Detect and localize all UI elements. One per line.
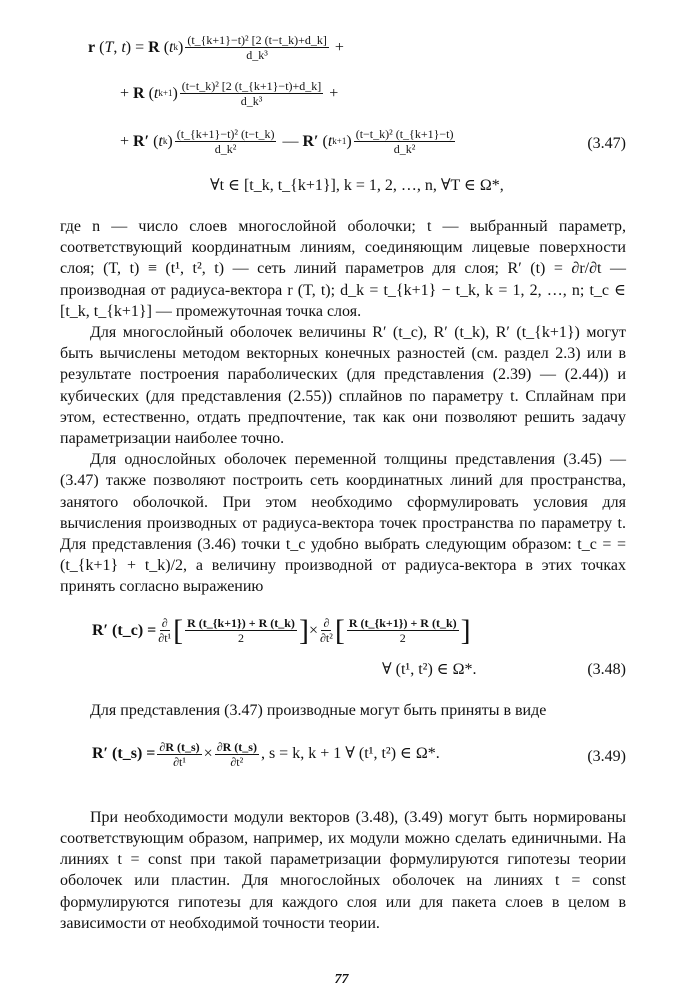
eq349-lhs: R′ (t_s) =: [92, 745, 156, 763]
eq347-frac4-num: (t−t_k)² (t_{k+1}−t): [355, 127, 454, 141]
eq348-line1: R′ (t_c) = $\frac{\partial}{\text{∂t¹}}$ [ $\frac{R (t\_\{k+1\}) + R (t\_k)}{2}$ ] × $\frac{\partial}{\text{∂t²}}$ [ $\frac{R (t\_\{k+1\}) + R (t\_k)}{2}$ ]: [92, 613, 471, 647]
eq348-br2-den: 2: [399, 631, 406, 646]
eq347-frac2-num: (t−t_k)² [2 (t_{k+1}−t)+d_k]: [181, 79, 322, 93]
eq349-times: ×: [203, 745, 213, 763]
eq347-line2: + R ( t k+1 ) $\frac{\text{(t−t\_k)² [2 (t\_\{k+1\}−t)+d\_k]}}{\text{d\_k³}}$ +: [120, 79, 339, 108]
paragraph-4: Для представления (3.47) производные могут быть приняты в виде: [90, 701, 547, 719]
eq347-frac4-den: d_k²: [393, 142, 416, 156]
eq347-number: (3.47): [587, 135, 626, 152]
equation-3-49: [60, 733, 626, 793]
paragraph-5: При необходимости модули векторов (3.48), (3.49) могут быть нормированы соответствующим образом, например, их модули можно сделать единичными. На линиях t = const при такой параметризации формулируются гипотезы теории оболочек или пластин. Для многослойных оболочек на линиях t = const формулируются гипотезы для каждого слоя или для пакета слоев в целом в зависимости от необходимой точности теории.: [60, 808, 626, 932]
eq347-frac2-den: d_k³: [240, 94, 263, 108]
eq348-br1-den: 2: [238, 631, 245, 646]
eq348-lhs: R′ (t_c) =: [92, 621, 157, 639]
equation-3-47: [60, 28, 626, 200]
eq349-f1-num: ∂R (t_s): [159, 739, 200, 754]
page-number: 77: [334, 972, 349, 987]
eq349-f2-den: ∂t²: [230, 754, 244, 769]
eq347-frac3-num: (t_{k+1}−t)² (t−t_k): [176, 127, 275, 141]
eq347-frac3-den: d_k²: [214, 142, 237, 156]
eq347-frac1-den: d_k³: [246, 48, 268, 62]
eq349-f1-den: ∂t¹: [173, 754, 186, 769]
eq347-frac1-num: (t_{k+1}−t)² [2 (t−t_k)+d_k]: [187, 33, 327, 47]
paragraph-3: Для однослойных оболочек переменной толщины представления (3.45) — (3.47) также позволяют построить сеть координатных линий для пространства, занятого оболочкой. При этом необходимо сформулировать условия для вычисления производных от радиуса-вектора точек пространства по параметру t. Для представления (3.46) точки t_c удобно выбрать следующим образом: t_c = = (t_{k+1} + t_k)/2, а величину производной от радиуса-вектора в этих точках принять согласно выражению: [60, 451, 626, 596]
equation-3-48: [60, 612, 626, 688]
eq349-condition: , s = k, k + 1 ∀ (t¹, t²) ∈ Ω*.: [260, 745, 440, 763]
eq349-number: (3.49): [587, 747, 626, 765]
eq348-times: ×: [308, 621, 318, 639]
paragraph-1: где n — число слоев многослойной оболочки; t — выбранный параметр, соответствующий координатным линиям, соединяющим лицевые поверхности слоя; (T, t) ≡ (t¹, t², t) — сеть линий параметров для слоя; R′ (t) = ∂r/∂t — производная от радиуса-вектора r (T, t); d_k = t_{k+1} − t_k, k = 1, 2, …, n; t_c ∈ [t_k, t_{k+1}] — промежуточная точка слоя.: [60, 218, 626, 320]
eq347-line1: r ( T , t ) = R ( t k ) $\frac{\text{(t\_\{k+1\}−t)² [2 (t−t\_k)+d\_k]}}{\text{d\_k³}}$ +: [88, 33, 344, 62]
page-body: [60, 28, 626, 934]
eq348-number: (3.48): [587, 660, 626, 678]
eq348-d1-den: ∂t¹: [158, 631, 172, 646]
eq348-br2-num: R (t_{k+1}) + R (t_k): [348, 616, 457, 631]
eq347-line3: + R′ ( t k ) $\frac{\text{(t\_\{k+1\}−t)² (t−t\_k)}}{\text{d\_k²}}$ — R′ ( t k+1 ) $\frac{\text{(t−t\_k)² (t\_\{k+1\}−t)}}{\text{d\_k²}}$: [120, 127, 454, 156]
eq348-condition: ∀ (t¹, t²) ∈ Ω*.: [382, 660, 477, 678]
eq348-d2-num: ∂: [323, 616, 330, 631]
eq348-d2-den: ∂t²: [319, 631, 333, 646]
eq347-condition: ∀t ∈ [t_k, t_{k+1}], k = 1, 2, …, n, ∀T ∈ Ω*,: [210, 177, 504, 194]
paragraph-2: Для многослойный оболочек величины R′ (t_c), R′ (t_k), R′ (t_{k+1}) могут быть вычислены методом векторных конечных разностей (см. раздел 2.3) или в результате построения параболических (для представления (2.39) — (2.44)) и кубических (для представления (2.55)) сплайнов по параметру t. Сплайнам при этом, естественно, отдать предпочтение, так как они позволяют решить задачу параметризации наиболее точно.: [60, 324, 626, 448]
eq349-line: [92, 741, 440, 768]
eq348-d1-num: ∂: [161, 616, 168, 631]
eq348-br1-num: R (t_{k+1}) + R (t_k): [187, 616, 295, 631]
eq349-f2-num: ∂R (t_s): [216, 739, 257, 754]
